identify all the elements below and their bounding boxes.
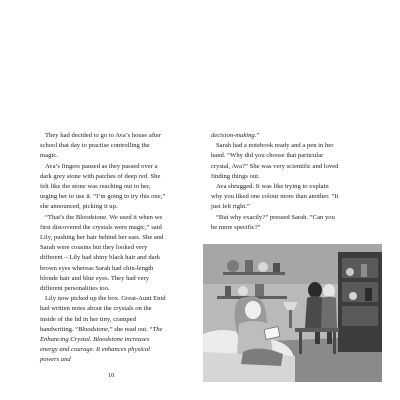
shelf [223, 272, 285, 275]
lamp-stand [289, 308, 292, 328]
paragraph: Ava’s fingers paused as they passed over a dark grey stone with patches of deep red. She felt like the stone was reaching out to her, urging her to use it. “I’m going to try this one,” she announced, picking it up. [40, 162, 166, 211]
shelf-ornament [225, 286, 231, 296]
shelf-ornament [258, 262, 268, 272]
cabinet-item [365, 288, 372, 301]
cabinet-item [346, 268, 354, 276]
illustration-girls-in-bedroom [203, 244, 382, 382]
cabinet-shelf [342, 282, 378, 302]
desk-top [295, 328, 339, 332]
paragraph-last: Lily now picked up the box. Great-Aunt Enid had written notes about the crystals on the inside of the lid in her tiny, cramped handwriting. “Bloodstone,” she read out. “The Enhancing Crystal. Bloodstone increases energy and courage. It enhances physical powers and [40, 295, 166, 364]
girl-blonde-hair-body [321, 297, 337, 331]
paragraph: Ava shrugged. It was like trying to explain why you liked one colour more than another. “It just felt right.” [211, 183, 339, 211]
paragraph: “But why exactly?” pressed Sarah. “Can you be more specific?” [211, 213, 335, 231]
girl-dark-hair-head [308, 282, 322, 298]
right-text-column [211, 131, 341, 233]
cabinet-item [349, 292, 357, 300]
cabinet-item [361, 264, 367, 277]
shelf-ornament [273, 263, 280, 272]
shelf-ornament [255, 284, 264, 296]
page-number: 10 [107, 372, 115, 379]
legs [327, 330, 332, 344]
paragraph: They had decided to go to Ava’s house after school that day to practise controlling the magic. [40, 132, 162, 160]
girl-blonde-hair-head [323, 284, 335, 298]
shelf-ornament [245, 260, 253, 272]
desk-leg [299, 332, 302, 354]
right-page [200, 0, 400, 400]
paragraph-continuation: decision-making.” [211, 132, 260, 139]
paragraph: “That’s the Bloodstone. We used it when we first discovered the crystals were magic,” said Lily, pushing her hair behind her ears. She and Sarah were cousins but they looked very different – Lily had shiny black hair and dark brown eyes whereas Sarah had chin-length blonde hair and blue eyes. They had very different personalities too. [40, 213, 164, 293]
shelf-ornament [238, 286, 248, 296]
cabinet-shelf [342, 306, 378, 326]
girl-seated-face [245, 301, 261, 319]
desk-leg [333, 332, 336, 354]
left-text-column [40, 131, 168, 366]
paragraph: Sarah had a notebook ready and a pen in her hand. “Why did you choose that particular crystal, Ava?” She was very scientific and loved finding things out. [211, 142, 339, 180]
illustration-drawing [203, 244, 382, 382]
shelf-ornament [227, 260, 239, 272]
